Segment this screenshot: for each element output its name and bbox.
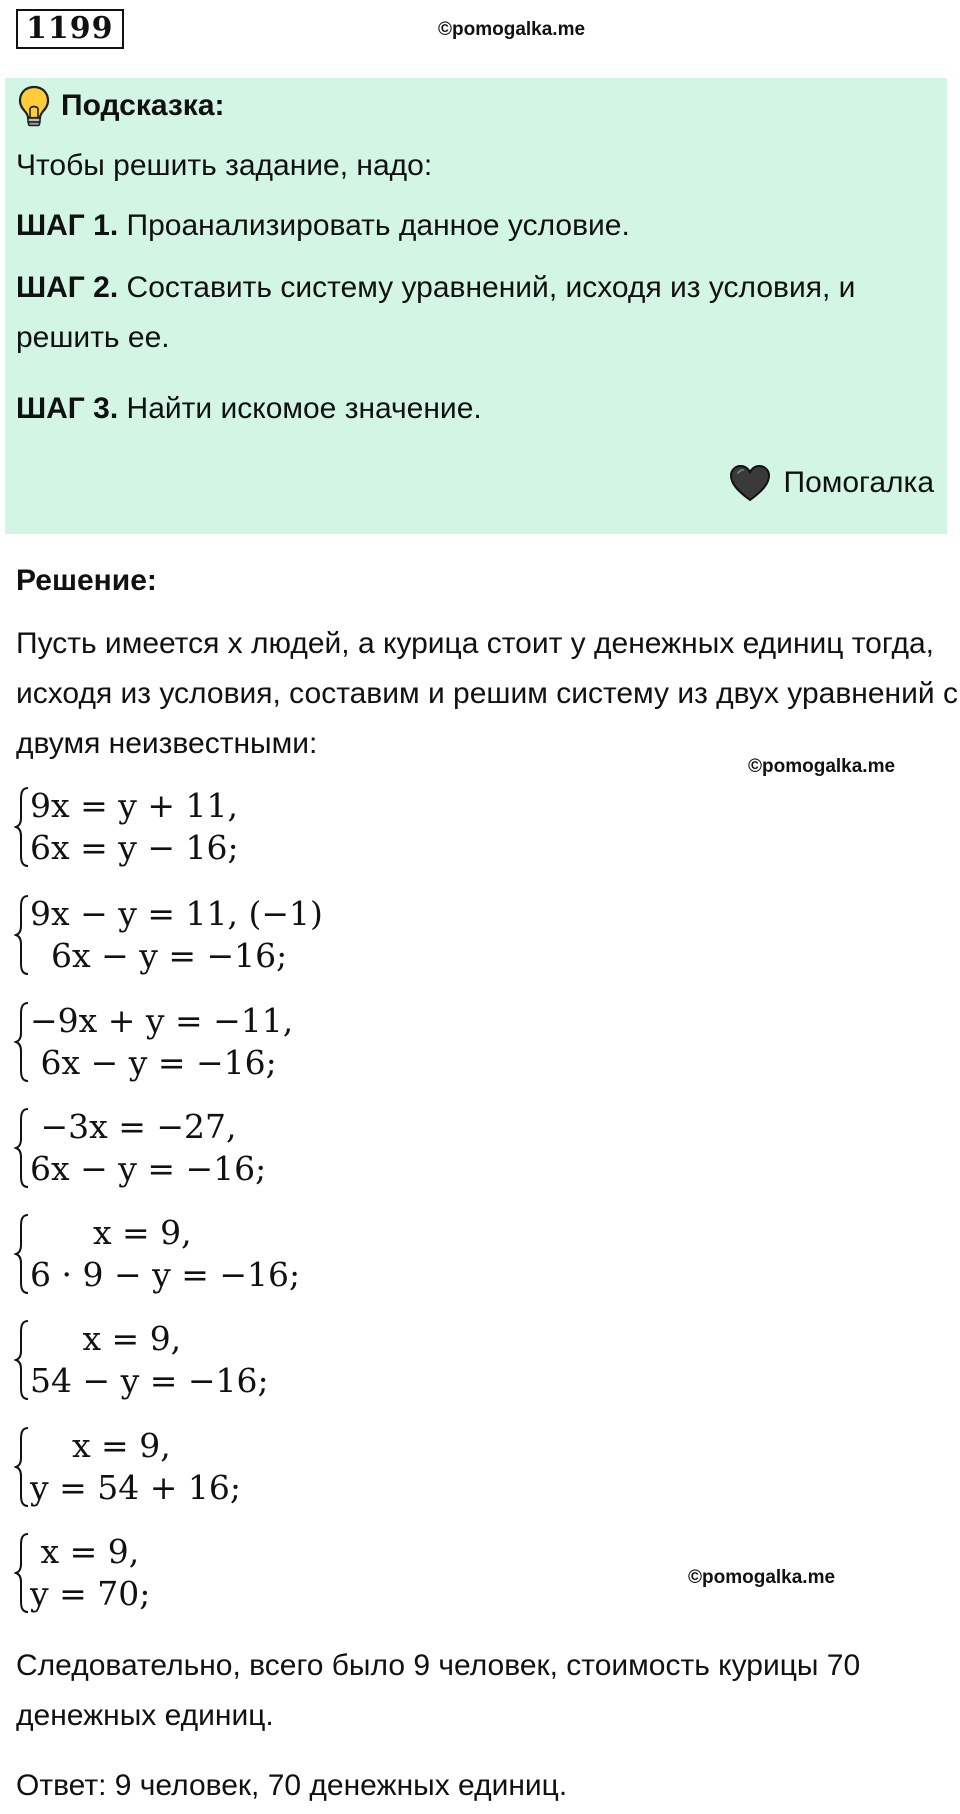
hint-intro: Чтобы решить задание, надо:: [16, 149, 433, 182]
hint-title: [17, 84, 225, 128]
watermark-middle: ©pomogalka.me: [748, 756, 896, 777]
answer-text: Ответ: 9 человек, 70 денежных единиц.: [16, 1769, 568, 1802]
equation-system: [14, 1318, 269, 1402]
solution-paragraph: Пусть имеется x людей, а курица стоит y денежных единиц тогда, исходя из условия, составим и решим систему из двух уравнений с двумя неизвестными:: [16, 627, 958, 760]
left-brace-icon: [14, 785, 30, 869]
solution-title: Решение:: [16, 564, 157, 597]
equation-system: [14, 1425, 241, 1509]
system-rows: [30, 1106, 266, 1190]
hint-step-1: [16, 201, 630, 251]
equation-line: x = 9,: [30, 1532, 140, 1571]
step-text: Составить систему уравнений, исходя из условия, и решить ее.: [16, 271, 856, 354]
system-rows: [30, 1318, 269, 1402]
left-brace-icon: [14, 1425, 30, 1509]
system-rows: [30, 1531, 150, 1615]
left-brace-icon: [14, 1318, 30, 1402]
equation-line: y = 70;: [30, 1574, 151, 1613]
hint-step-2: [16, 263, 946, 363]
hint-step-3: [16, 384, 482, 434]
equation-line: x = 9,: [30, 1319, 182, 1358]
step-label: ШАГ 3.: [16, 392, 119, 425]
equation-system: [14, 893, 323, 977]
equation-line: 6x − y = −16;: [30, 936, 288, 975]
equation-line: 54 − y = −16;: [30, 1361, 269, 1400]
left-brace-icon: [14, 1212, 30, 1296]
equation-system: [14, 1531, 150, 1615]
equation-line: 6x = y − 16;: [30, 828, 239, 867]
conclusion-text: Следовательно, всего было 9 человек, стоимость курицы 70 денежных единиц.: [16, 1649, 861, 1732]
equation-system: [14, 785, 239, 869]
equation-system: [14, 1000, 293, 1084]
equation-line: 9x − y = 11, (−1): [30, 894, 323, 933]
system-rows: [30, 1000, 293, 1084]
equation-system: [14, 1212, 300, 1296]
lightbulb-icon: [17, 84, 51, 128]
system-rows: [30, 785, 239, 869]
equation-line: 6x − y = −16;: [30, 1043, 277, 1082]
left-brace-icon: [14, 1000, 30, 1084]
hint-title-text: Подсказка:: [61, 89, 225, 122]
equation-line: x = 9,: [30, 1426, 171, 1465]
step-text: Найти искомое значение.: [126, 392, 482, 425]
equation-line: 6 · 9 − y = −16;: [30, 1255, 301, 1294]
system-rows: [30, 1212, 300, 1296]
equation-line: −3x = −27,: [30, 1107, 237, 1146]
watermark-top: ©pomogalka.me: [438, 19, 586, 40]
task-number: 1199: [16, 9, 124, 49]
left-brace-icon: [14, 1531, 30, 1615]
system-rows: [30, 1425, 241, 1509]
equation-line: y = 54 + 16;: [30, 1468, 242, 1507]
equation-system: [14, 1106, 266, 1190]
left-brace-icon: [14, 893, 30, 977]
step-label: ШАГ 2.: [16, 271, 119, 304]
step-text: Проанализировать данное условие.: [126, 209, 630, 242]
equation-line: −9x + y = −11,: [30, 1001, 294, 1040]
brand-name: Помогалка: [783, 466, 934, 499]
equation-line: x = 9,: [30, 1213, 192, 1252]
brand-signature: [728, 458, 935, 508]
heart-icon: [728, 463, 772, 503]
step-label: ШАГ 1.: [16, 209, 119, 242]
equation-line: 9x = y + 11,: [30, 786, 238, 825]
system-rows: [30, 893, 323, 977]
equation-line: 6x − y = −16;: [30, 1149, 267, 1188]
left-brace-icon: [14, 1106, 30, 1190]
watermark-bottom: ©pomogalka.me: [688, 1567, 836, 1588]
